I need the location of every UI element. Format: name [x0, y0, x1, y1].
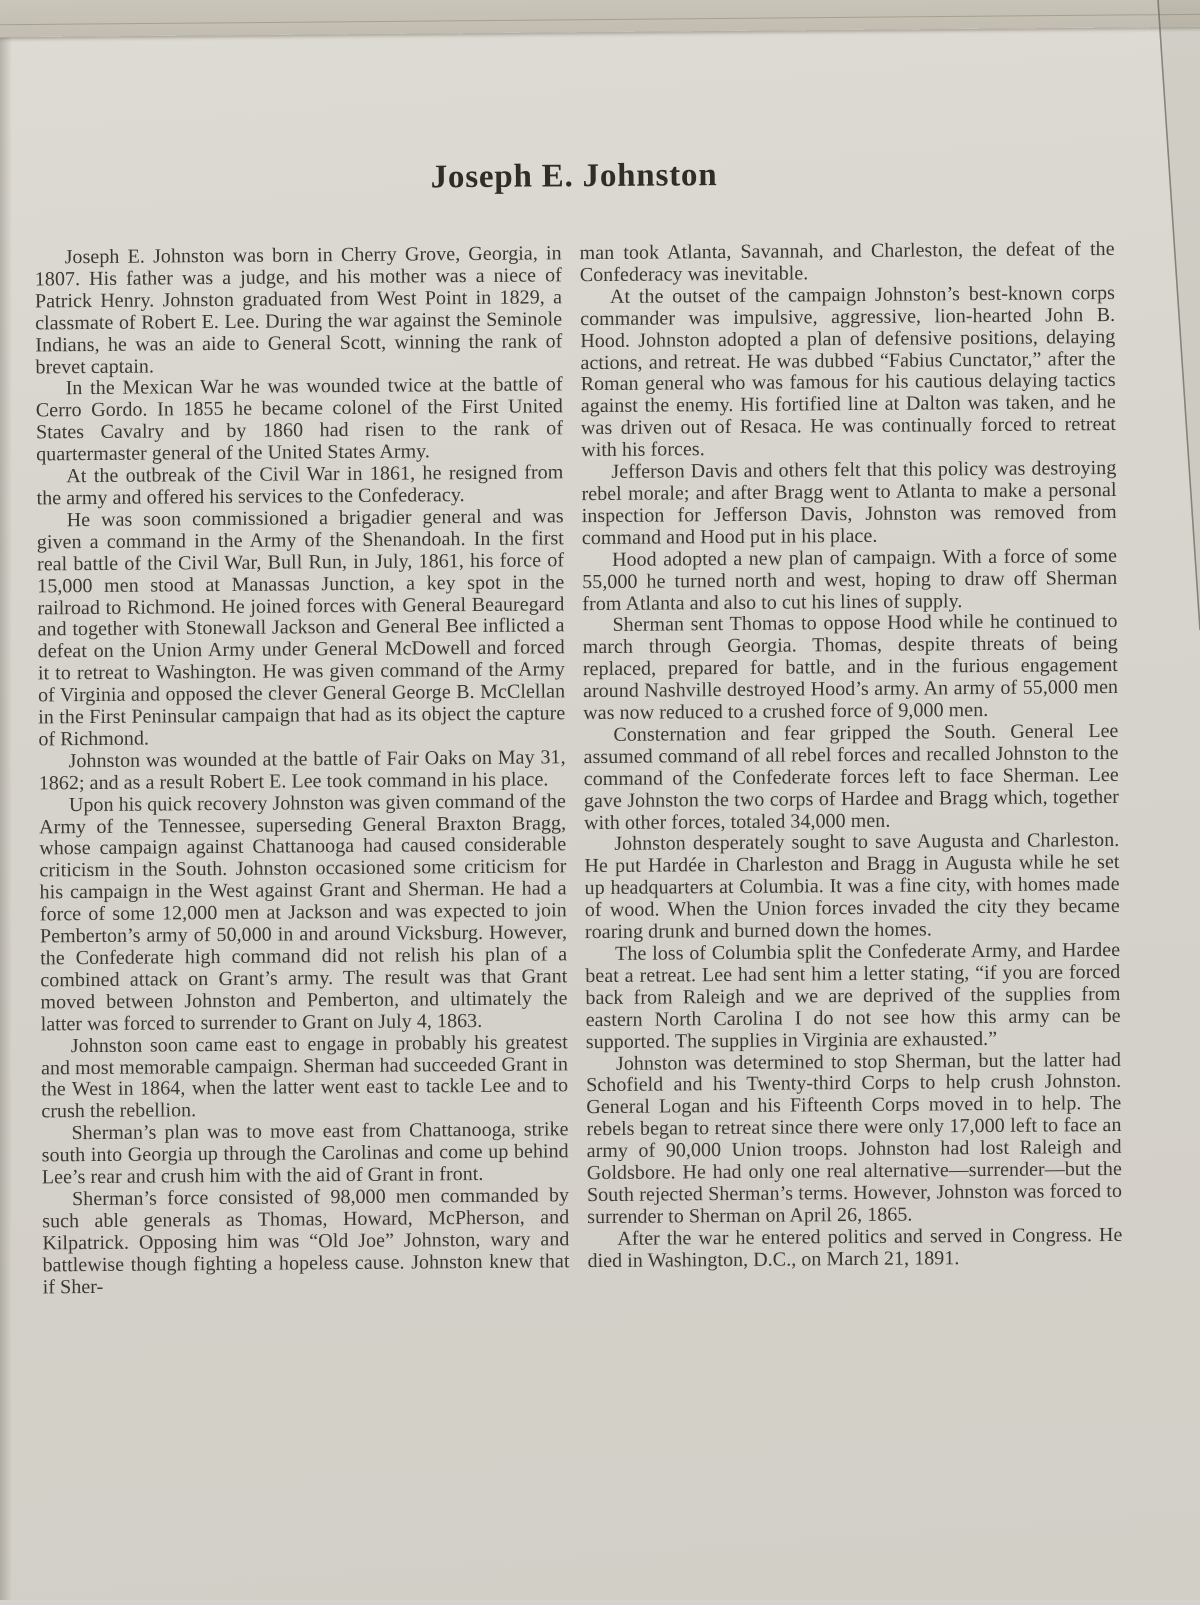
- paragraph: Hood adopted a new plan of campaign. With a force of some 55,000 he turned north and west, hoping to draw off Sherman from Atlanta and also to cut his lines of supply.: [582, 544, 1118, 615]
- paragraph: Sherman sent Thomas to oppose Hood while he continued to march through Georgia. Thomas, despite threats of being replaced, prepared for battle, and in the furious engagement around Nashville destroyed Hood’s army. An army of 55,000 men was now reduced to a crushed force of 9,000 men.: [582, 610, 1119, 725]
- paragraph: At the outbreak of the Civil War in 1861, he resigned from the army and offered his services to the Confederacy.: [36, 461, 564, 510]
- paragraph: The loss of Columbia split the Confederate Army, and Hardee beat a retreat. Lee had sent him a letter stating, “if you are forced back from Raleigh and we are deprived of the supplies from eastern North Carolina I do not see how this army can be supported. The supplies in Virginia are exhausted.”: [585, 938, 1121, 1053]
- paragraph: Sherman’s plan was to move east from Chattanooga, strike south into Georgia up through the Carolinas and come up behind Lee’s rear and crush him with the aid of Grant in front.: [41, 1118, 569, 1189]
- paragraph: In the Mexican War he was wounded twice at the battle of Cerro Gordo. In 1855 he became colonel of the First United States Cavalry and by 1860 had risen to the rank of quartermaster general of the United States Army.: [35, 373, 564, 466]
- paragraph: Johnston was determined to stop Sherman, but the latter had Schofield and his Twenty-third Corps to help crush Johnston. General Logan and his Fifteenth Corps moved in to help. The rebels began to retreat since there were only 17,000 left to face an army of 90,000 Union troops. Johnston had lost Raleigh and Goldsbore. He had only one real alternative—surrender—but the South rejected Sherman’s terms. However, Johnston was forced to surrender to Sherman on April 26, 1865.: [586, 1048, 1123, 1229]
- text-columns: [35, 239, 1123, 1299]
- column-right: [580, 239, 1123, 1295]
- paragraph: He was soon commissioned a brigadier general and was given a command in the Army of the Shenandoah. In the first real battle of the Civil War, Bull Run, in July, 1861, his force of 15,000 men stood at Manassas Junction, a key spot in the railroad to Richmond. He joined forces with General Beauregard and together with Stonewall Jackson and General Bee inflicted a defeat on the Union Army under General McDowell and forced it to retreat to Washington. He was given command of the Army of Virginia and opposed the clever General George B. McClellan in the First Peninsular campaign that had as its object the capture of Richmond.: [36, 505, 566, 751]
- paragraph: Jefferson Davis and others felt that this policy was destroying rebel morale; and after Bragg went to Atlanta to make a personal inspection for Jefferson Davis, Johnston was removed from command and Hood put in his place.: [581, 457, 1117, 549]
- page-title: Joseph E. Johnston: [430, 157, 718, 196]
- paragraph: After the war he entered politics and served in Congress. He died in Washington, D.C., on March 21, 1891.: [587, 1223, 1123, 1272]
- paragraph: Johnston soon came east to engage in probably his greatest and most memorable campaign. Sherman had succeeded Grant in the West in 1864, when the latter went east to tackle Lee and to crush the rebellion.: [40, 1030, 569, 1123]
- paragraph: Johnston desperately sought to save Augusta and Charleston. He put Hardée in Charleston and Bragg in Augusta while he set up headquarters at Columbia. It was a fine city, with homes made of wood. When the Union forces invaded the city they became roaring drunk and burned down the homes.: [584, 829, 1120, 944]
- paragraph: Sherman’s force consisted of 98,000 men commanded by such able generals as Thomas, Howard, McPherson, and Kilpatrick. Opposing him was “Old Joe” Johnston, wary and battlewise though fighting a hopeless cause. Johnston knew that if Sher-: [42, 1184, 570, 1299]
- paragraph: Upon his quick recovery Johnston was given command of the Army of the Tennessee, superseding General Braxton Bragg, whose campaign against Chattanooga had caused considerable criticism in the South. Johnston occasioned some criticism for his campaign in the West against Grant and Sherman. He had a force of some 12,000 men at Jackson and was expected to join Pemberton’s army of 50,000 in and around Vicksburg. However, the Confederate high command did not relish his plan of a combined attack on Grant’s army. The result was that Grant moved between Johnston and Pemberton, and ultimately the latter was forced to surrender to Grant on July 4, 1863.: [39, 789, 568, 1036]
- paragraph: Joseph E. Johnston was born in Cherry Grove, Georgia, in 1807. His father was a judge, and his mother was a niece of Patrick Henry. Johnston graduated from West Point in 1829, a classmate of Robert E. Lee. During the war against the Seminole Indians, he was an aide to General Scott, winning the rank of brevet captain.: [34, 242, 563, 378]
- paragraph: Consternation and fear gripped the South. General Lee assumed command of all rebel forces and recalled Johnston to the command of the Confederate forces left to face Sherman. Lee gave Johnston the two corps of Hardee and Bragg which, together with other forces, totaled 34,000 men.: [583, 719, 1120, 834]
- paragraph: At the outset of the campaign Johnston’s best-known corps commander was impulsive, aggressive, lion-hearted John B. Hood. Johnston adopted a plan of defensive positions, delaying actions, and retreat. He was dubbed “Fabius Cunctator,” after the Roman general who was famous for his cautious delaying tactics against the enemy. His fortified line at Dalton was taken, and he was driven out of Resaca. He was continually forced to retreat with his forces.: [580, 281, 1117, 462]
- column-left: [35, 243, 570, 1299]
- paragraph: Johnston was wounded at the battle of Fair Oaks on May 31, 1862; and as a result Robert E. Lee took command in his place.: [38, 746, 566, 795]
- paragraph: man took Atlanta, Savannah, and Charleston, the defeat of the Confederacy was inevitable.: [579, 237, 1115, 287]
